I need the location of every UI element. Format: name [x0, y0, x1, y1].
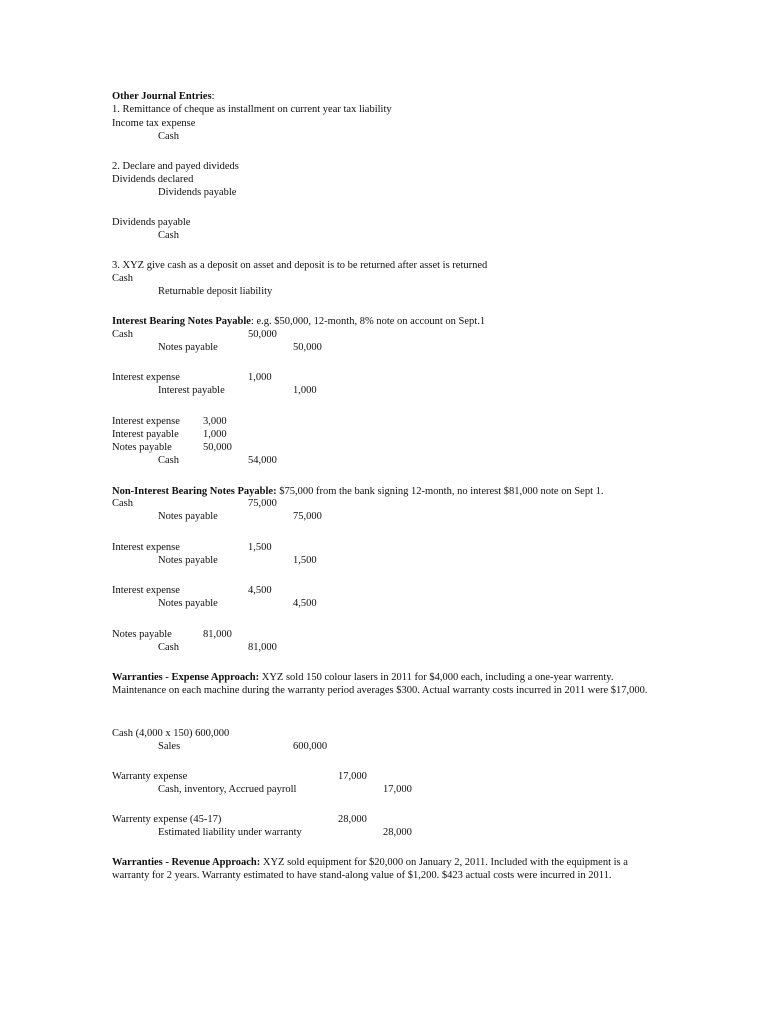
wexp-title: Warranties - Expense Approach: — [112, 672, 260, 683]
entry-2b-debit: Dividends payable — [112, 217, 191, 228]
wexp-e3-debit: Warrenty expense (45-17) — [112, 814, 222, 825]
entry-2-description: 2. Declare and payed divideds — [112, 161, 239, 172]
entry-3-credit: Returnable deposit liability — [158, 286, 273, 297]
entry-1-debit: Income tax expense — [112, 118, 196, 129]
nibnp-e2-credit-amount: 1,500 — [293, 555, 317, 566]
ibnp-e2-credit: Interest payable — [158, 385, 225, 396]
ibnp-e3-row1: Interest expense — [112, 416, 180, 427]
ibnp-e2-debit: Interest expense — [112, 372, 180, 383]
nibnp-e1-credit: Notes payable — [158, 511, 218, 522]
ibnp-e3-row1-amount: 3,000 — [203, 416, 227, 427]
wexp-e1-debit: Cash (4,000 x 150) 600,000 — [112, 728, 230, 739]
section-heading-colon: : — [211, 91, 215, 102]
entry-2-debit: Dividends declared — [112, 174, 194, 185]
wexp-e2-credit: Cash, inventory, Accrued payroll — [158, 784, 297, 795]
entry-3-debit: Cash — [112, 273, 133, 284]
wexp-e1-credit: Sales — [158, 741, 181, 752]
nibnp-heading — [112, 485, 604, 498]
ibnp-e2-credit-amount: 1,000 — [293, 385, 317, 396]
nibnp-e3-debit: Interest expense — [112, 585, 180, 596]
nibnp-e4-credit-amount: 81,000 — [248, 642, 277, 653]
nibnp-e1-debit-amount: 75,000 — [248, 498, 277, 509]
wexp-desc: XYZ sold 150 colour lasers in 2011 for $4,000 each, including a one-year warrenty. Maintenance on each machine during the warranty period averages $300. Actual warranty costs incurred in 2011 were $17,000. — [112, 672, 648, 697]
nibnp-e2-debit-amount: 1,500 — [248, 542, 272, 553]
wrev-title: Warranties - Revenue Approach: — [112, 857, 261, 868]
nibnp-e3-credit-amount: 4,500 — [293, 598, 317, 609]
wexp-e3-credit: Estimated liability under warranty — [158, 827, 302, 838]
ibnp-e1-credit: Notes payable — [158, 342, 218, 353]
nibnp-e2-debit: Interest expense — [112, 542, 180, 553]
nibnp-e1-debit: Cash — [112, 498, 133, 509]
nibnp-e2-credit: Notes payable — [158, 555, 218, 566]
nibnp-e4-debit-amount: 81,000 — [203, 629, 232, 640]
ibnp-e1-credit-amount: 50,000 — [293, 342, 322, 353]
nibnp-e3-debit-amount: 4,500 — [248, 585, 272, 596]
nibnp-e4-credit: Cash — [158, 642, 179, 653]
nibnp-desc: $75,000 from the bank signing 12-month, no interest $81,000 note on Sept 1. — [276, 486, 604, 497]
ibnp-e3-row3-amount: 50,000 — [203, 442, 232, 453]
wexp-e3-credit-amount: 28,000 — [383, 827, 412, 838]
wexp-e2-debit-amount: 17,000 — [338, 771, 367, 782]
wexp-e1-credit-amount: 600,000 — [293, 741, 328, 752]
nibnp-e3-credit: Notes payable — [158, 598, 218, 609]
ibnp-e1-debit: Cash — [112, 329, 133, 340]
entry-3-description: 3. XYZ give cash as a deposit on asset and deposit is to be returned after asset is returned — [112, 260, 488, 271]
ibnp-heading — [112, 315, 485, 328]
wexp-paragraph — [112, 671, 658, 698]
ibnp-e1-debit-amount: 50,000 — [248, 329, 277, 340]
entry-2-credit: Dividends payable — [158, 187, 237, 198]
section-heading-title: Other Journal Entries — [112, 91, 212, 102]
wexp-e3-debit-amount: 28,000 — [338, 814, 367, 825]
wexp-e2-credit-amount: 17,000 — [383, 784, 412, 795]
entry-1-description: 1. Remittance of cheque as installment on current year tax liability — [112, 104, 392, 115]
ibnp-e3-row2-amount: 1,000 — [203, 429, 227, 440]
nibnp-title: Non-Interest Bearing Notes Payable: — [112, 486, 277, 497]
ibnp-e3-credit-amount: 54,000 — [248, 455, 277, 466]
ibnp-e2-debit-amount: 1,000 — [248, 372, 272, 383]
entry-2b-credit: Cash — [158, 230, 179, 241]
ibnp-desc: : e.g. $50,000, 12-month, 8% note on account on Sept.1 — [250, 316, 486, 327]
nibnp-e1-credit-amount: 75,000 — [293, 511, 322, 522]
wrev-desc: XYZ sold equipment for $20,000 on January 2, 2011. Included with the equipment is a warranty for 2 years. Warranty estimated to have stand-along value of $1,200. $423 actual costs were incurred in 2011. — [112, 857, 628, 882]
ibnp-title: Interest Bearing Notes Payable — [112, 316, 251, 327]
ibnp-e3-row2: Interest payable — [112, 429, 179, 440]
entry-1-credit: Cash — [158, 131, 179, 142]
nibnp-e4-debit: Notes payable — [112, 629, 172, 640]
section-heading — [112, 90, 214, 103]
ibnp-e3-row3: Notes payable — [112, 442, 172, 453]
wexp-e2-debit: Warranty expense — [112, 771, 188, 782]
ibnp-e3-credit: Cash — [158, 455, 179, 466]
wrev-paragraph — [112, 856, 658, 883]
